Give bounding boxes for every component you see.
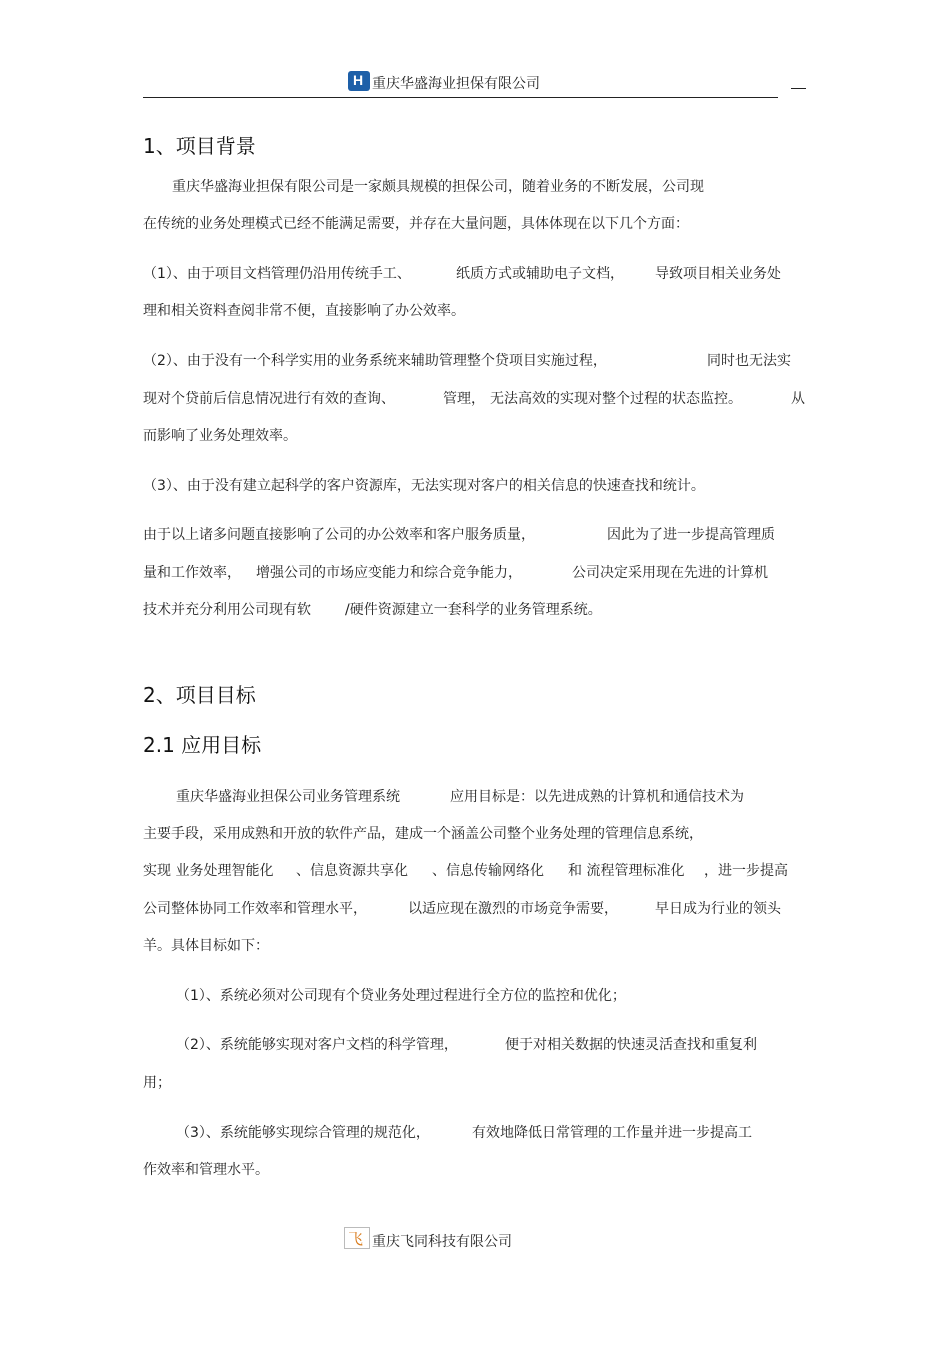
paragraph-line: 和 流程管理标准化 [568,863,685,879]
goal-line: 作效率和管理水平。 [143,1162,269,1178]
paragraph-line: ，进一步提高 [704,863,788,879]
header-rule [143,97,778,98]
item-2-line: 从 [791,391,805,407]
paragraph-line: 、信息资源共享化 [296,863,408,879]
paragraph-line: 以适应现在激烈的市场竞争需要， [408,901,618,917]
item-2-line: 而影响了业务处理效率。 [143,428,297,444]
goal-line: （1）、系统必须对公司现有个贷业务处理过程进行全方位的监控和优化； [176,988,626,1004]
conclusion-line: 量和工作效率， [143,565,241,581]
goal-line: （3）、系统能够实现综合管理的规范化， [176,1125,430,1141]
goal-line: 用； [143,1075,171,1091]
paragraph-line: 、信息传输网络化 [432,863,544,879]
conclusion-line: 公司决定采用现在先进的计算机 [572,565,768,581]
goal-line: 有效地降低日常管理的工作量并进一步提高工 [472,1125,752,1141]
item-2-line: 同时也无法实 [707,353,791,369]
footer-company-name: 重庆飞同科技有限公司 [372,1234,512,1250]
goal-line: 便于对相关数据的快速灵活查找和重复利 [505,1037,757,1053]
item-2-line: 无法高效的实现对整个过程的状态监控。 [490,391,742,407]
section-2-title: 2、项目目标 [143,683,256,707]
section-1-title: 1、项目背景 [143,134,256,158]
conclusion-line: 技术并充分利用公司现有软 [143,602,311,618]
company-logo-icon: H [348,71,370,91]
paragraph-line: 羊。具体目标如下： [143,938,269,954]
item-3-line: （3）、由于没有建立起科学的客户资源库，无法实现对客户的相关信息的快速查找和统计。 [143,478,705,494]
paragraph-line: 公司整体协同工作效率和管理水平， [143,901,367,917]
goal-line: （2）、系统能够实现对客户文档的科学管理， [176,1037,458,1053]
conclusion-line: 因此为了进一步提高管理质 [607,527,775,543]
header-company-name: 重庆华盛海业担保有限公司 [372,76,540,92]
paragraph-line: 早日成为行业的领头 [655,901,781,917]
footer-logo-icon [344,1227,370,1249]
paragraph-line: 重庆华盛海业担保有限公司是一家颇具规模的担保公司，随着业务的不断发展，公司现 [172,179,704,195]
conclusion-line: /硬件资源建立一套科学的业务管理系统。 [345,602,602,618]
paragraph-line: 主要手段，采用成熟和开放的软件产品，建成一个涵盖公司整个业务处理的管理信息系统， [143,826,703,842]
svg-text:飞: 飞 [348,1230,364,1248]
conclusion-line: 增强公司的市场应变能力和综合竞争能力， [256,565,522,581]
item-1-line: （1）、由于项目文档管理仍沿用传统手工、 [143,266,411,282]
header-dash [791,88,806,89]
paragraph-line: 应用目标是：以先进成熟的计算机和通信技术为 [450,789,744,805]
item-2-line: （2）、由于没有一个科学实用的业务系统来辅助管理整个贷项目实施过程， [143,353,607,369]
paragraph-line: 在传统的业务处理模式已经不能满足需要，并存在大量问题，具体体现在以下几个方面： [143,216,689,232]
item-1-line: 导致项目相关业务处 [655,266,781,282]
conclusion-line: 由于以上诸多问题直接影响了公司的办公效率和客户服务质量， [143,527,535,543]
item-2-line: 管理， [443,391,485,407]
section-2-1-title: 2.1 应用目标 [143,733,262,757]
item-2-line: 现对个贷前后信息情况进行有效的查询、 [143,391,395,407]
item-1-line: 理和相关资料查阅非常不便，直接影响了办公效率。 [143,303,465,319]
paragraph-line: 重庆华盛海业担保公司业务管理系统 [176,789,400,805]
item-1-line: 纸质方式或辅助电子文档， [456,266,624,282]
paragraph-line: 实现 业务处理智能化 [143,863,274,879]
